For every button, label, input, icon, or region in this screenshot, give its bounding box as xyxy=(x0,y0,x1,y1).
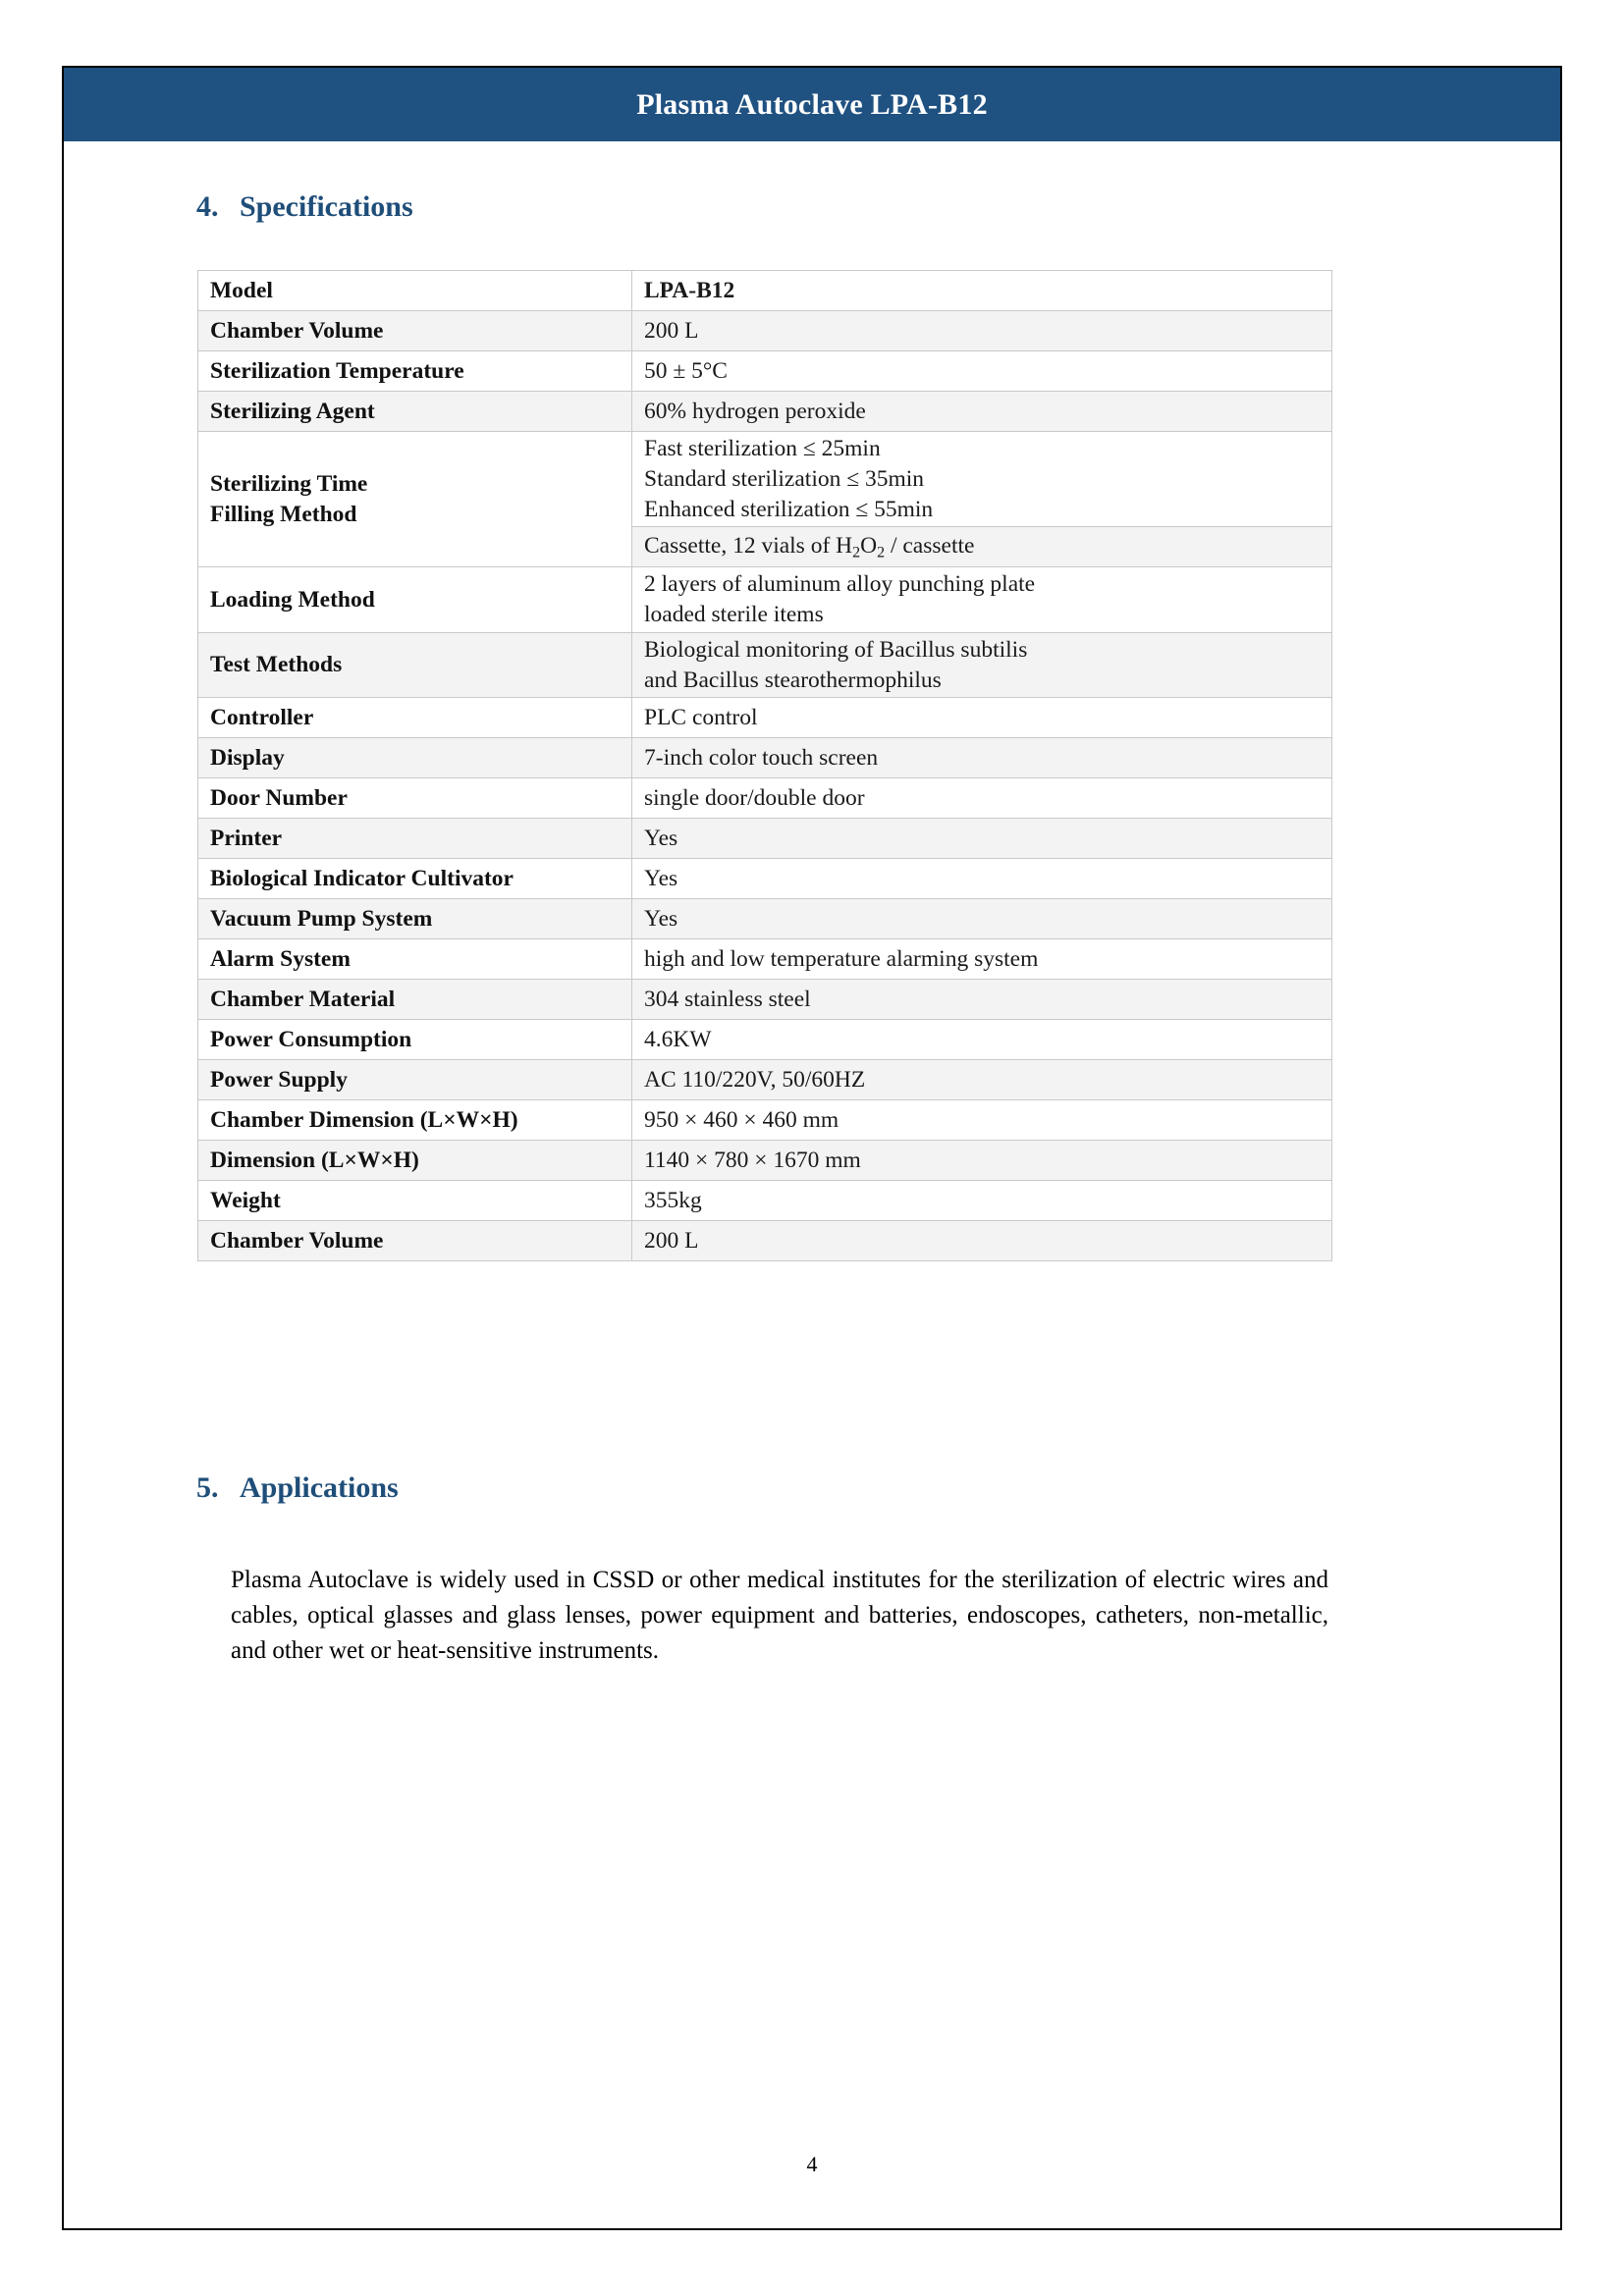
spec-key-sterilization-temperature: Sterilization Temperature xyxy=(198,351,632,392)
filling-method-mid: O xyxy=(860,532,878,559)
spec-value-sterilizing-time xyxy=(632,432,1332,527)
spec-key-display: Display xyxy=(198,738,632,778)
spec-value-vacuum-pump-system: Yes xyxy=(632,899,1332,939)
table-row xyxy=(198,432,1332,527)
page-frame xyxy=(62,66,1562,2230)
spec-key-model: Model xyxy=(198,271,632,311)
spec-value-power-supply: AC 110/220V, 50/60HZ xyxy=(632,1060,1332,1100)
spec-value-biological-indicator-cultivator: Yes xyxy=(632,859,1332,899)
specifications-table xyxy=(197,270,1332,1261)
filling-method-sub-o: 2 xyxy=(877,544,886,561)
table-row xyxy=(198,1181,1332,1221)
spec-key-dimension: Dimension (L×W×H) xyxy=(198,1141,632,1181)
table-row xyxy=(198,698,1332,738)
spec-value-power-consumption: 4.6KW xyxy=(632,1020,1332,1060)
spec-key-sterilizing-time-filling-method xyxy=(198,432,632,567)
spec-key-power-consumption: Power Consumption xyxy=(198,1020,632,1060)
spec-value-controller: PLC control xyxy=(632,698,1332,738)
spec-key-chamber-volume-bottom: Chamber Volume xyxy=(198,1221,632,1261)
spec-value-chamber-volume-bottom: 200 L xyxy=(632,1221,1332,1261)
loading-method-line-1: 2 layers of aluminum alloy punching plate xyxy=(644,571,1036,598)
spec-key-vacuum-pump-system: Vacuum Pump System xyxy=(198,899,632,939)
table-row xyxy=(198,1100,1332,1141)
table-row xyxy=(198,899,1332,939)
table-row xyxy=(198,778,1332,819)
sterilizing-time-standard: Standard sterilization ≤ 35min xyxy=(644,465,925,492)
sterilizing-time-fast: Fast sterilization ≤ 25min xyxy=(644,436,881,461)
spec-value-dimension: 1140 × 780 × 1670 mm xyxy=(632,1141,1332,1181)
spec-key-filling-method: Filling Method xyxy=(210,501,357,527)
table-row xyxy=(198,311,1332,351)
document-header-band xyxy=(64,68,1560,141)
section-title-specifications: Specifications xyxy=(240,190,413,223)
spec-key-chamber-material: Chamber Material xyxy=(198,980,632,1020)
table-row xyxy=(198,392,1332,432)
spec-value-alarm-system: high and low temperature alarming system xyxy=(632,939,1332,980)
spec-key-weight: Weight xyxy=(198,1181,632,1221)
spec-key-alarm-system: Alarm System xyxy=(198,939,632,980)
filling-method-post: / cassette xyxy=(885,532,975,559)
filling-method-sub-h: 2 xyxy=(852,544,861,561)
spec-key-test-methods: Test Methods xyxy=(198,632,632,698)
section-heading-specifications xyxy=(196,190,413,224)
spec-key-sterilizing-time: Sterilizing Time xyxy=(210,470,368,497)
table-row xyxy=(198,1141,1332,1181)
table-row xyxy=(198,351,1332,392)
spec-key-printer: Printer xyxy=(198,819,632,859)
table-row xyxy=(198,1060,1332,1100)
spec-value-model: LPA-B12 xyxy=(632,271,1332,311)
spec-value-chamber-volume: 200 L xyxy=(632,311,1332,351)
spec-key-sterilizing-agent: Sterilizing Agent xyxy=(198,392,632,432)
section-heading-applications xyxy=(196,1471,399,1505)
table-row xyxy=(198,819,1332,859)
spec-value-chamber-material: 304 stainless steel xyxy=(632,980,1332,1020)
spec-value-printer: Yes xyxy=(632,819,1332,859)
table-row xyxy=(198,859,1332,899)
page-content xyxy=(64,141,1560,2228)
spec-key-controller: Controller xyxy=(198,698,632,738)
document-title: Plasma Autoclave LPA-B12 xyxy=(636,87,988,121)
spec-key-loading-method: Loading Method xyxy=(198,567,632,633)
table-row xyxy=(198,271,1332,311)
page-number: 4 xyxy=(806,2152,818,2176)
table-row xyxy=(198,939,1332,980)
spec-value-test-methods xyxy=(632,632,1332,698)
spec-value-display: 7-inch color touch screen xyxy=(632,738,1332,778)
spec-key-door-number: Door Number xyxy=(198,778,632,819)
table-row xyxy=(198,738,1332,778)
spec-key-chamber-dimension: Chamber Dimension (L×W×H) xyxy=(198,1100,632,1141)
spec-value-door-number: single door/double door xyxy=(632,778,1332,819)
section-number-applications: 5. xyxy=(196,1471,219,1504)
spec-value-sterilization-temperature: 50 ± 5°C xyxy=(632,351,1332,392)
test-methods-line-1: Biological monitoring of Bacillus subtilis xyxy=(644,636,1028,663)
table-row xyxy=(198,632,1332,698)
test-methods-line-2: and Bacillus stearothermophilus xyxy=(644,667,942,693)
table-row xyxy=(198,1020,1332,1060)
section-number-specifications: 4. xyxy=(196,190,219,223)
table-row xyxy=(198,1221,1332,1261)
spec-key-chamber-volume: Chamber Volume xyxy=(198,311,632,351)
sterilizing-time-enhanced: Enhanced sterilization ≤ 55min xyxy=(644,496,934,522)
spec-value-loading-method xyxy=(632,567,1332,633)
spec-value-filling-method xyxy=(632,527,1332,567)
table-row xyxy=(198,980,1332,1020)
applications-body-text: Plasma Autoclave is widely used in CSSD or other medical institutes for the sterilization of electric wires and cables, optical glasses and glass lenses, power equipment and batteries, endoscopes, catheters, non-metallic, and other wet or heat-sensitive instruments. xyxy=(231,1567,1328,1664)
spec-value-sterilizing-agent: 60% hydrogen peroxide xyxy=(632,392,1332,432)
table-row xyxy=(198,567,1332,633)
spec-value-weight: 355kg xyxy=(632,1181,1332,1221)
spec-key-biological-indicator-cultivator: Biological Indicator Cultivator xyxy=(198,859,632,899)
spec-value-chamber-dimension: 950 × 460 × 460 mm xyxy=(632,1100,1332,1141)
section-title-applications: Applications xyxy=(240,1471,399,1504)
filling-method-pre: Cassette, 12 vials of H xyxy=(644,532,853,559)
spec-key-power-supply: Power Supply xyxy=(198,1060,632,1100)
loading-method-line-2: loaded sterile items xyxy=(644,602,824,628)
